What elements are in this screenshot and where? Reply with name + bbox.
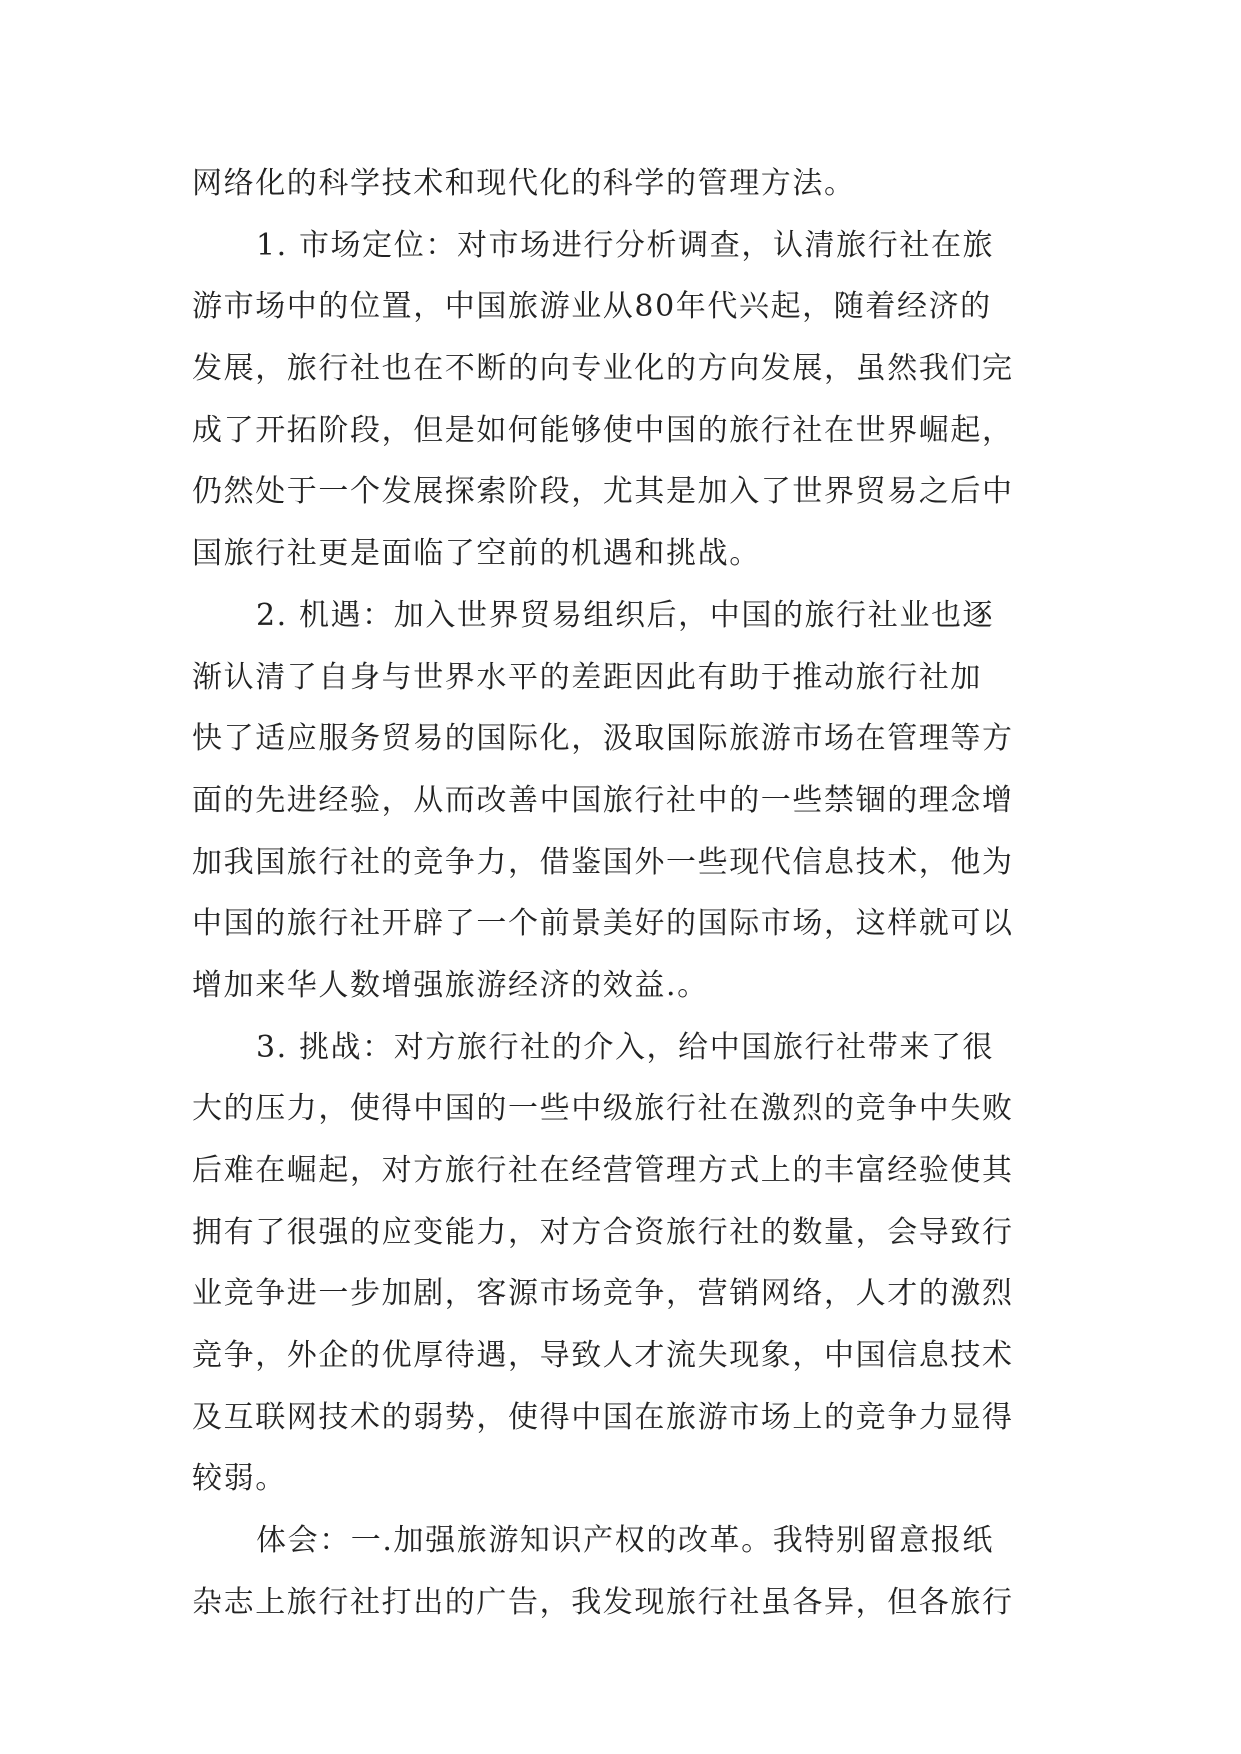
text-line: 3. 挑战：对方旅行社的介入，给中国旅行社带来了很 bbox=[256, 1029, 995, 1065]
text-line: 后难在崛起，对方旅行社在经营管理方式上的丰富经验使其 bbox=[192, 1153, 1014, 1188]
text-line: 2. 机遇：加入世界贸易组织后，中国的旅行社业也逐 bbox=[256, 597, 995, 633]
text-line: 游市场中的位置，中国旅游业从80年代兴起，随着经济的 bbox=[192, 289, 992, 325]
text-line: 增加来华人数增强旅游经济的效益.。 bbox=[192, 967, 709, 1003]
text-line: 成了开拓阶段，但是如何能够使中国的旅行社在世界崛起， bbox=[192, 412, 1014, 448]
text-line: 拥有了很强的应变能力，对方合资旅行社的数量，会导致行 bbox=[192, 1214, 1014, 1250]
text-line: 大的压力，使得中国的一些中级旅行社在激烈的竞争中失败 bbox=[192, 1091, 1014, 1127]
text-line: 竞争，外企的优厚待遇，导致人才流失现象，中国信息技术 bbox=[192, 1338, 1014, 1374]
text-line: 国旅行社更是面临了空前的机遇和挑战。 bbox=[192, 536, 761, 572]
text-line: 中国的旅行社开辟了一个前景美好的国际市场，这样就可以 bbox=[192, 906, 1014, 942]
text-line: 较弱。 bbox=[192, 1461, 287, 1497]
text-line: 仍然处于一个发展探索阶段，尤其是加入了世界贸易之后中 bbox=[192, 474, 1014, 510]
text-line: 业竞争进一步加剧，客源市场竞争，营销网络，人才的激烈 bbox=[192, 1276, 1014, 1312]
text-line: 加我国旅行社的竞争力，借鉴国外一些现代信息技术，他为 bbox=[192, 844, 1014, 880]
document-body bbox=[192, 153, 1052, 1634]
text-line: 发展，旅行社也在不断的向专业化的方向发展，虽然我们完 bbox=[192, 351, 1014, 387]
text-line: 网络化的科学技术和现代化的科学的管理方法。 bbox=[192, 166, 856, 201]
text-line: 杂志上旅行社打出的广告，我发现旅行社虽各异，但各旅行 bbox=[192, 1584, 1014, 1620]
text-line: 1. 市场定位：对市场进行分析调查，认清旅行社在旅 bbox=[256, 227, 995, 263]
text-line: 面的先进经验，从而改善中国旅行社中的一些禁锢的理念增 bbox=[192, 782, 1014, 818]
text-line: 渐认清了自身与世界水平的差距因此有助于推动旅行社加 bbox=[192, 659, 982, 695]
text-line: 体会：一.加强旅游知识产权的改革。我特别留意报纸 bbox=[256, 1523, 994, 1559]
text-line: 及互联网技术的弱势，使得中国在旅游市场上的竞争力显得 bbox=[192, 1399, 1014, 1435]
text-line: 快了适应服务贸易的国际化，汲取国际旅游市场在管理等方 bbox=[192, 721, 1014, 757]
